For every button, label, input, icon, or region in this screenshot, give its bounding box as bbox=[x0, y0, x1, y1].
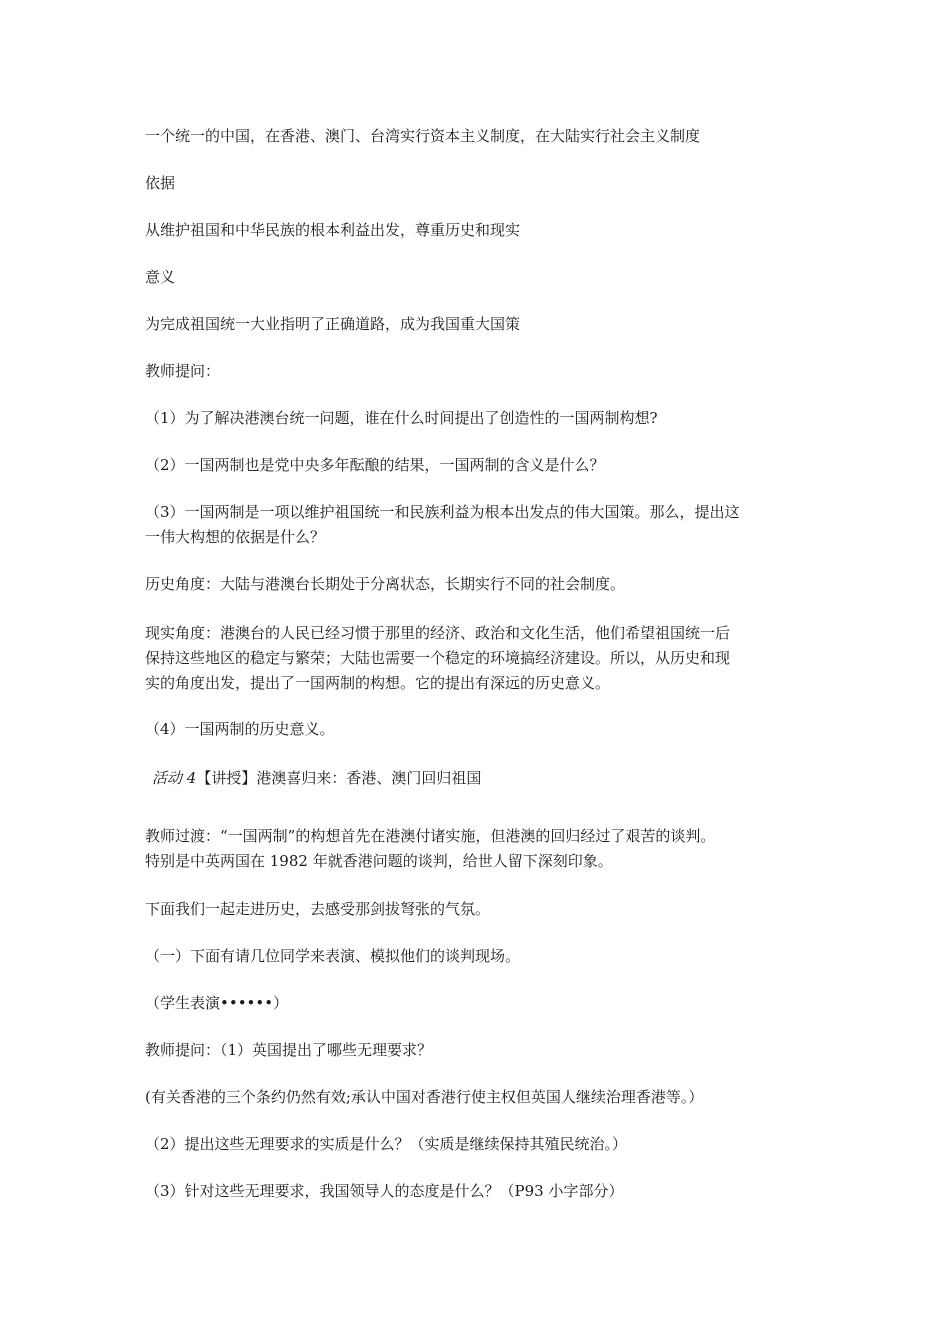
text-line: 从维护祖国和中华民族的根本利益出发，尊重历史和现实 bbox=[145, 221, 521, 239]
text-line: （学生表演••••••） bbox=[145, 994, 289, 1012]
question-1 bbox=[145, 406, 810, 431]
text-line: （3）一国两制是一项以维护祖国统一和民族利益为根本出发点的伟大国策。那么，提出这 bbox=[145, 503, 740, 521]
text-line: 一伟大构想的依据是什么？ bbox=[145, 528, 326, 546]
text-line: 为完成祖国统一大业指明了正确道路，成为我国重大国策 bbox=[145, 315, 521, 333]
text-line: 依据 bbox=[145, 174, 176, 192]
student-performance bbox=[145, 991, 810, 1016]
text-line: 实的角度出发，提出了一国两制的构想。它的提出有深远的历史意义。 bbox=[145, 674, 611, 692]
question-4 bbox=[145, 717, 810, 742]
text-line: （3）针对这些无理要求，我国领导人的态度是什么？（P93 小字部分） bbox=[145, 1182, 624, 1200]
text-line: (有关香港的三个条约仍然有效;承认中国对香港行使主权但英国人继续治理香港等。） bbox=[145, 1088, 704, 1106]
activity-4-heading bbox=[152, 766, 817, 791]
teacher-question-2 bbox=[145, 1132, 810, 1157]
text-line: 下面我们一起走进历史，去感受那剑拔弩张的气氛。 bbox=[145, 900, 491, 918]
text-line: （4）一国两制的历史意义。 bbox=[145, 720, 335, 738]
text-line: 保持这些地区的稳定与繁荣；大陆也需要一个稳定的环境搞经济建设。所以，从历史和现 bbox=[145, 649, 731, 667]
text-line: （一）下面有请几位同学来表演、模拟他们的谈判现场。 bbox=[145, 947, 521, 965]
text-line: （2）一国两制也是党中央多年酝酿的结果，一国两制的含义是什么？ bbox=[145, 456, 605, 474]
realistic-perspective bbox=[145, 621, 810, 696]
text-line: 一个统一的中国，在香港、澳门、台湾实行资本主义制度，在大陆实行社会主义制度 bbox=[145, 127, 701, 145]
basis-text bbox=[145, 218, 810, 243]
question-3 bbox=[145, 500, 810, 550]
teacher-transition bbox=[145, 824, 810, 874]
teacher-question-label bbox=[145, 359, 810, 384]
significance-text bbox=[145, 312, 810, 337]
historical-perspective bbox=[145, 572, 810, 597]
text-line bbox=[152, 766, 817, 791]
text-line: 教师提问：（1）英国提出了哪些无理要求？ bbox=[145, 1041, 433, 1059]
teacher-question-1 bbox=[145, 1038, 810, 1063]
student-performance-prompt bbox=[145, 944, 810, 969]
text-line: 现实角度：港澳台的人民已经习惯于那里的经济、政治和文化生活，他们希望祖国统一后 bbox=[145, 624, 731, 642]
text-line: （1）为了解决港澳台统一问题，谁在什么时间提出了创造性的一国两制构想? bbox=[145, 409, 658, 427]
question-2 bbox=[145, 453, 810, 478]
history-intro bbox=[145, 897, 810, 922]
text-line: 历史角度：大陆与港澳台长期处于分离状态，长期实行不同的社会制度。 bbox=[145, 575, 626, 593]
text-line: （2）提出这些无理要求的实质是什么？（实质是继续保持其殖民统治。） bbox=[145, 1135, 628, 1153]
text-line: 教师过渡：“一国两制”的构想首先在港澳付诸实施，但港澳的回归经过了艰苦的谈判。 bbox=[145, 827, 716, 845]
activity-label: 活动 4 bbox=[152, 769, 197, 787]
basis-heading bbox=[145, 171, 810, 196]
answer-1 bbox=[145, 1085, 810, 1110]
text-line: 教师提问： bbox=[145, 362, 221, 380]
text-line: 意义 bbox=[145, 268, 176, 286]
activity-title: 【讲授】港澳喜归来：香港、澳门回归祖国 bbox=[196, 769, 482, 787]
teacher-question-3 bbox=[145, 1179, 810, 1204]
significance-heading bbox=[145, 265, 810, 290]
definition-text bbox=[145, 124, 810, 149]
text-line: 特别是中英两国在 1982 年就香港问题的谈判，给世人留下深刻印象。 bbox=[145, 852, 613, 870]
